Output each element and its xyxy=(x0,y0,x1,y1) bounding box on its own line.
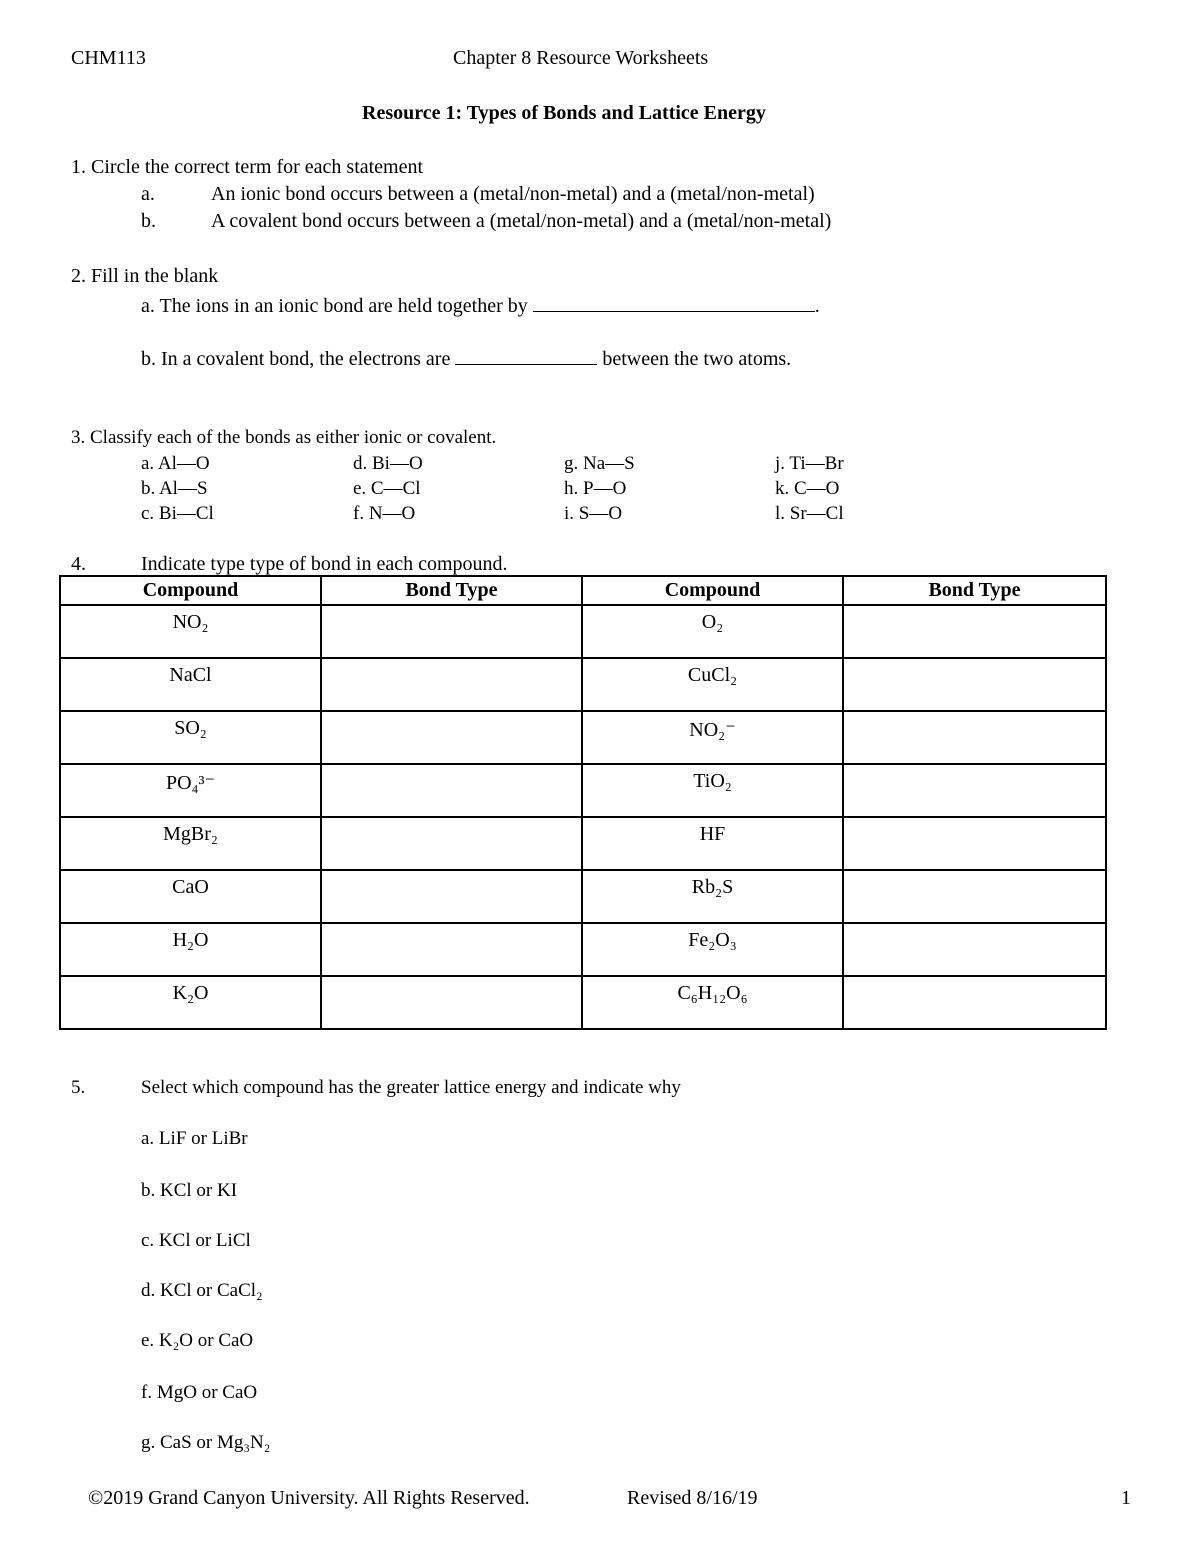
q1b-text: A covalent bond occurs between a (metal/non-metal) and a (metal/non-metal) xyxy=(211,210,832,232)
q3-item: l. Sr—Cl xyxy=(775,503,844,524)
q3-item: i. S—O xyxy=(564,503,623,524)
q3-prompt: 3. Classify each of the bonds as either ionic or covalent. xyxy=(71,427,497,448)
bond-type-answer-cell[interactable] xyxy=(321,923,582,976)
course-code: CHM113 xyxy=(71,47,146,69)
q5-item: c. KCl or LiCl xyxy=(141,1230,251,1251)
q2b-line xyxy=(141,346,791,369)
q1b-label: b. xyxy=(141,210,156,232)
q3-item: h. P—O xyxy=(564,478,627,499)
q5-item: e. K₂O or CaO xyxy=(141,1330,254,1351)
q1-prompt: 1. Circle the correct term for each statement xyxy=(71,156,424,178)
compound-cell: Rb₂S xyxy=(582,870,843,923)
table-row xyxy=(60,923,1106,976)
table-row xyxy=(60,976,1106,1029)
bond-type-answer-cell[interactable] xyxy=(843,817,1106,870)
column-header-compound: Compound xyxy=(582,576,843,605)
q3-item: c. Bi—Cl xyxy=(141,503,214,524)
column-header-bond-type: Bond Type xyxy=(321,576,582,605)
q2-prompt: 2. Fill in the blank xyxy=(71,265,219,287)
q5-item: a. LiF or LiBr xyxy=(141,1128,248,1149)
bond-type-answer-cell[interactable] xyxy=(321,817,582,870)
q2a-line xyxy=(141,293,820,316)
compound-cell: CuCl₂ xyxy=(582,658,843,711)
compound-cell: O₂ xyxy=(582,605,843,658)
compound-cell: H₂O xyxy=(60,923,321,976)
table-row xyxy=(60,605,1106,658)
compound-cell: K₂O xyxy=(60,976,321,1029)
q3-item: g. Na—S xyxy=(564,453,635,474)
footer-copyright: ©2019 Grand Canyon University. All Rights Reserved. xyxy=(88,1487,530,1509)
compound-cell: SO₂ xyxy=(60,711,321,764)
compound-cell: CaO xyxy=(60,870,321,923)
q2b-text: b. In a covalent bond, the electrons are xyxy=(141,348,456,370)
column-header-compound: Compound xyxy=(60,576,321,605)
column-header-bond-type: Bond Type xyxy=(843,576,1106,605)
compound-cell: NO₂⁻ xyxy=(582,711,843,764)
q2a-text: a. The ions in an ionic bond are held together by xyxy=(141,295,533,317)
table-row xyxy=(60,764,1106,817)
compound-cell: Fe₂O₃ xyxy=(582,923,843,976)
q2a-end: . xyxy=(814,295,820,317)
q4-prompt: Indicate type type of bond in each compound. xyxy=(141,553,508,575)
q1a-text: An ionic bond occurs between a (metal/non-metal) and a (metal/non-metal) xyxy=(211,183,815,205)
compound-cell: PO₄³⁻ xyxy=(60,764,321,817)
bond-type-answer-cell[interactable] xyxy=(321,658,582,711)
bond-type-answer-cell[interactable] xyxy=(843,658,1106,711)
q3-item: f. N—O xyxy=(353,503,416,524)
bond-type-answer-cell[interactable] xyxy=(321,870,582,923)
compound-cell: HF xyxy=(582,817,843,870)
page-number: 1 xyxy=(1121,1487,1131,1509)
bond-type-answer-cell[interactable] xyxy=(843,605,1106,658)
bond-type-answer-cell[interactable] xyxy=(321,605,582,658)
compound-cell: NaCl xyxy=(60,658,321,711)
q3-item: k. C—O xyxy=(775,478,840,499)
compound-cell: NO₂ xyxy=(60,605,321,658)
compound-cell: TiO₂ xyxy=(582,764,843,817)
footer-revised: Revised 8/16/19 xyxy=(627,1487,758,1509)
table-header-row xyxy=(60,576,1106,605)
q2b-text-end: between the two atoms. xyxy=(597,348,792,370)
bond-type-answer-cell[interactable] xyxy=(843,711,1106,764)
bond-type-answer-cell[interactable] xyxy=(321,764,582,817)
q5-item: b. KCl or KI xyxy=(141,1180,238,1201)
table-row xyxy=(60,658,1106,711)
document-title: Chapter 8 Resource Worksheets xyxy=(453,47,709,69)
resource-title: Resource 1: Types of Bonds and Lattice Energy xyxy=(362,102,766,124)
q1a-label: a. xyxy=(141,183,155,205)
q5-item: f. MgO or CaO xyxy=(141,1382,258,1403)
bond-type-answer-cell[interactable] xyxy=(321,711,582,764)
bond-type-answer-cell[interactable] xyxy=(843,764,1106,817)
q2a-blank[interactable] xyxy=(533,293,815,312)
q5-item: g. CaS or Mg₃N₂ xyxy=(141,1432,271,1453)
compound-cell: MgBr₂ xyxy=(60,817,321,870)
bond-type-answer-cell[interactable] xyxy=(843,976,1106,1029)
compound-cell: C₆H₁₂O₆ xyxy=(582,976,843,1029)
q2b-blank[interactable] xyxy=(455,346,597,365)
table-row xyxy=(60,817,1106,870)
q4-number: 4. xyxy=(71,553,86,575)
q5-prompt: Select which compound has the greater lattice energy and indicate why xyxy=(141,1077,681,1098)
bond-type-answer-cell[interactable] xyxy=(843,870,1106,923)
bond-type-answer-cell[interactable] xyxy=(321,976,582,1029)
bond-type-answer-cell[interactable] xyxy=(843,923,1106,976)
q3-item: e. C—Cl xyxy=(353,478,421,499)
table-row xyxy=(60,870,1106,923)
q3-item: a. Al—O xyxy=(141,453,210,474)
q3-item: d. Bi—O xyxy=(353,453,423,474)
bond-type-table xyxy=(59,575,1107,1030)
q3-item: j. Ti—Br xyxy=(775,453,844,474)
q3-item: b. Al—S xyxy=(141,478,208,499)
q5-item: d. KCl or CaCl₂ xyxy=(141,1280,263,1301)
table-row xyxy=(60,711,1106,764)
q5-number: 5. xyxy=(71,1077,86,1098)
